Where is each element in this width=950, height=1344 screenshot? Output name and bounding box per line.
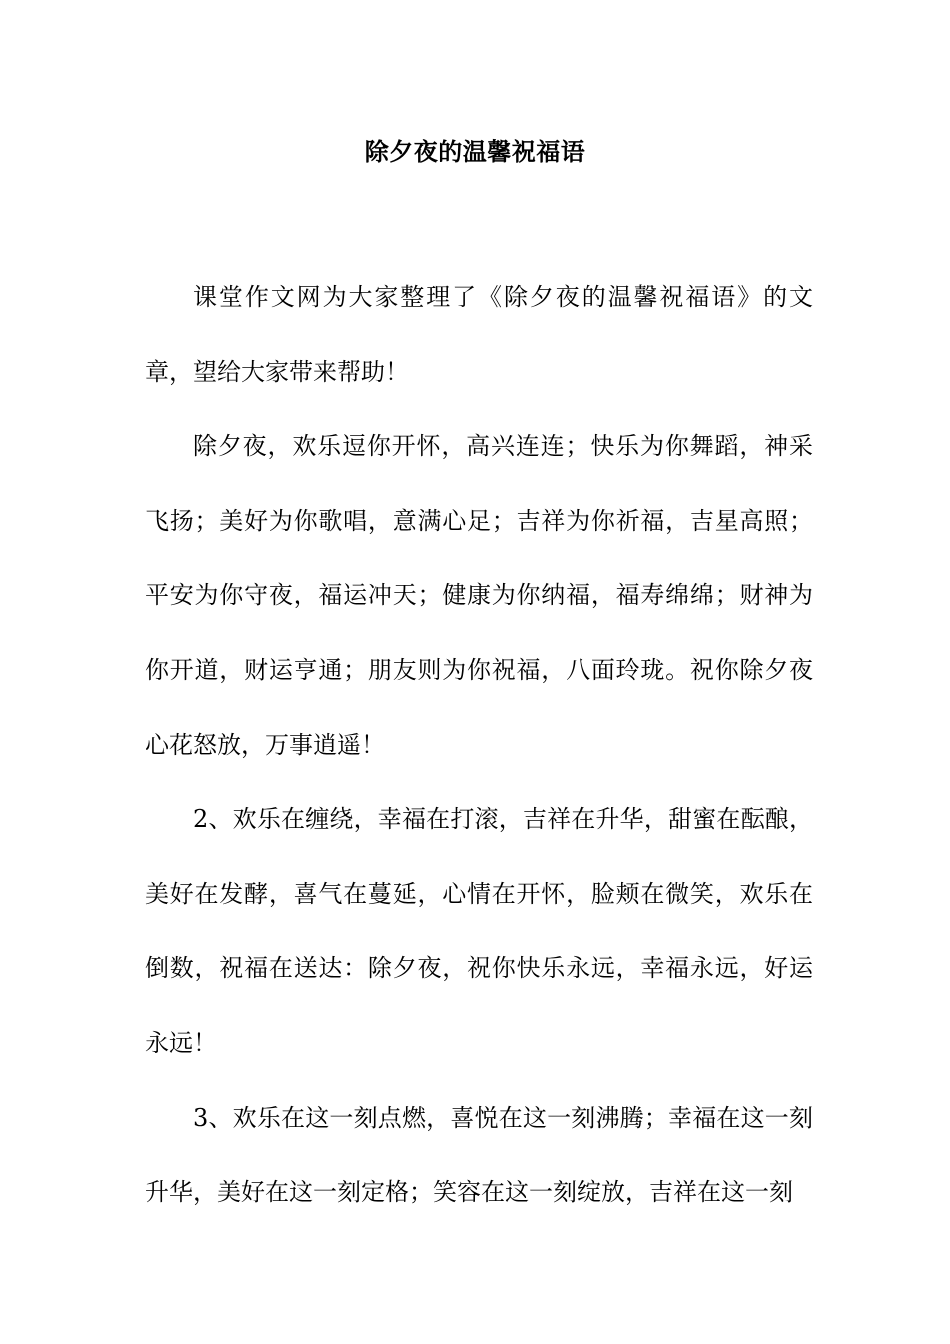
paragraph-1: 除夕夜，欢乐逗你开怀，高兴连连；快乐为你舞蹈，神采飞扬；美好为你歌唱，意满心足；吉祥为你祈福，吉星高照；平安为你守夜，福运冲天；健康为你纳福，福寿绵绵；财神为你开道，财运亨通；朋友则为你祝福，八面玲珑。祝你除夕夜心花怒放，万事逍遥！	[145, 432, 813, 759]
paragraph-3: 3、欢乐在这一刻点燃，喜悦在这一刻沸腾；幸福在这一刻升华，美好在这一刻定格；笑容在这一刻绽放，吉祥在这一刻	[145, 1103, 813, 1207]
document-title: 除夕夜的温馨祝福语	[364, 137, 586, 166]
paragraph-2: 2、欢乐在缠绕，幸福在打滚，吉祥在升华，甜蜜在酝酿，美好在发酵，喜气在蔓延，心情在开怀，脸颊在微笑，欢乐在倒数，祝福在送达：除夕夜，祝你快乐永远，幸福永远，好运永远！	[145, 805, 813, 1057]
paragraph-intro: 课堂作文网为大家整理了《除夕夜的温馨祝福语》的文章，望给大家带来帮助！	[145, 283, 813, 386]
document-body	[145, 260, 813, 1230]
